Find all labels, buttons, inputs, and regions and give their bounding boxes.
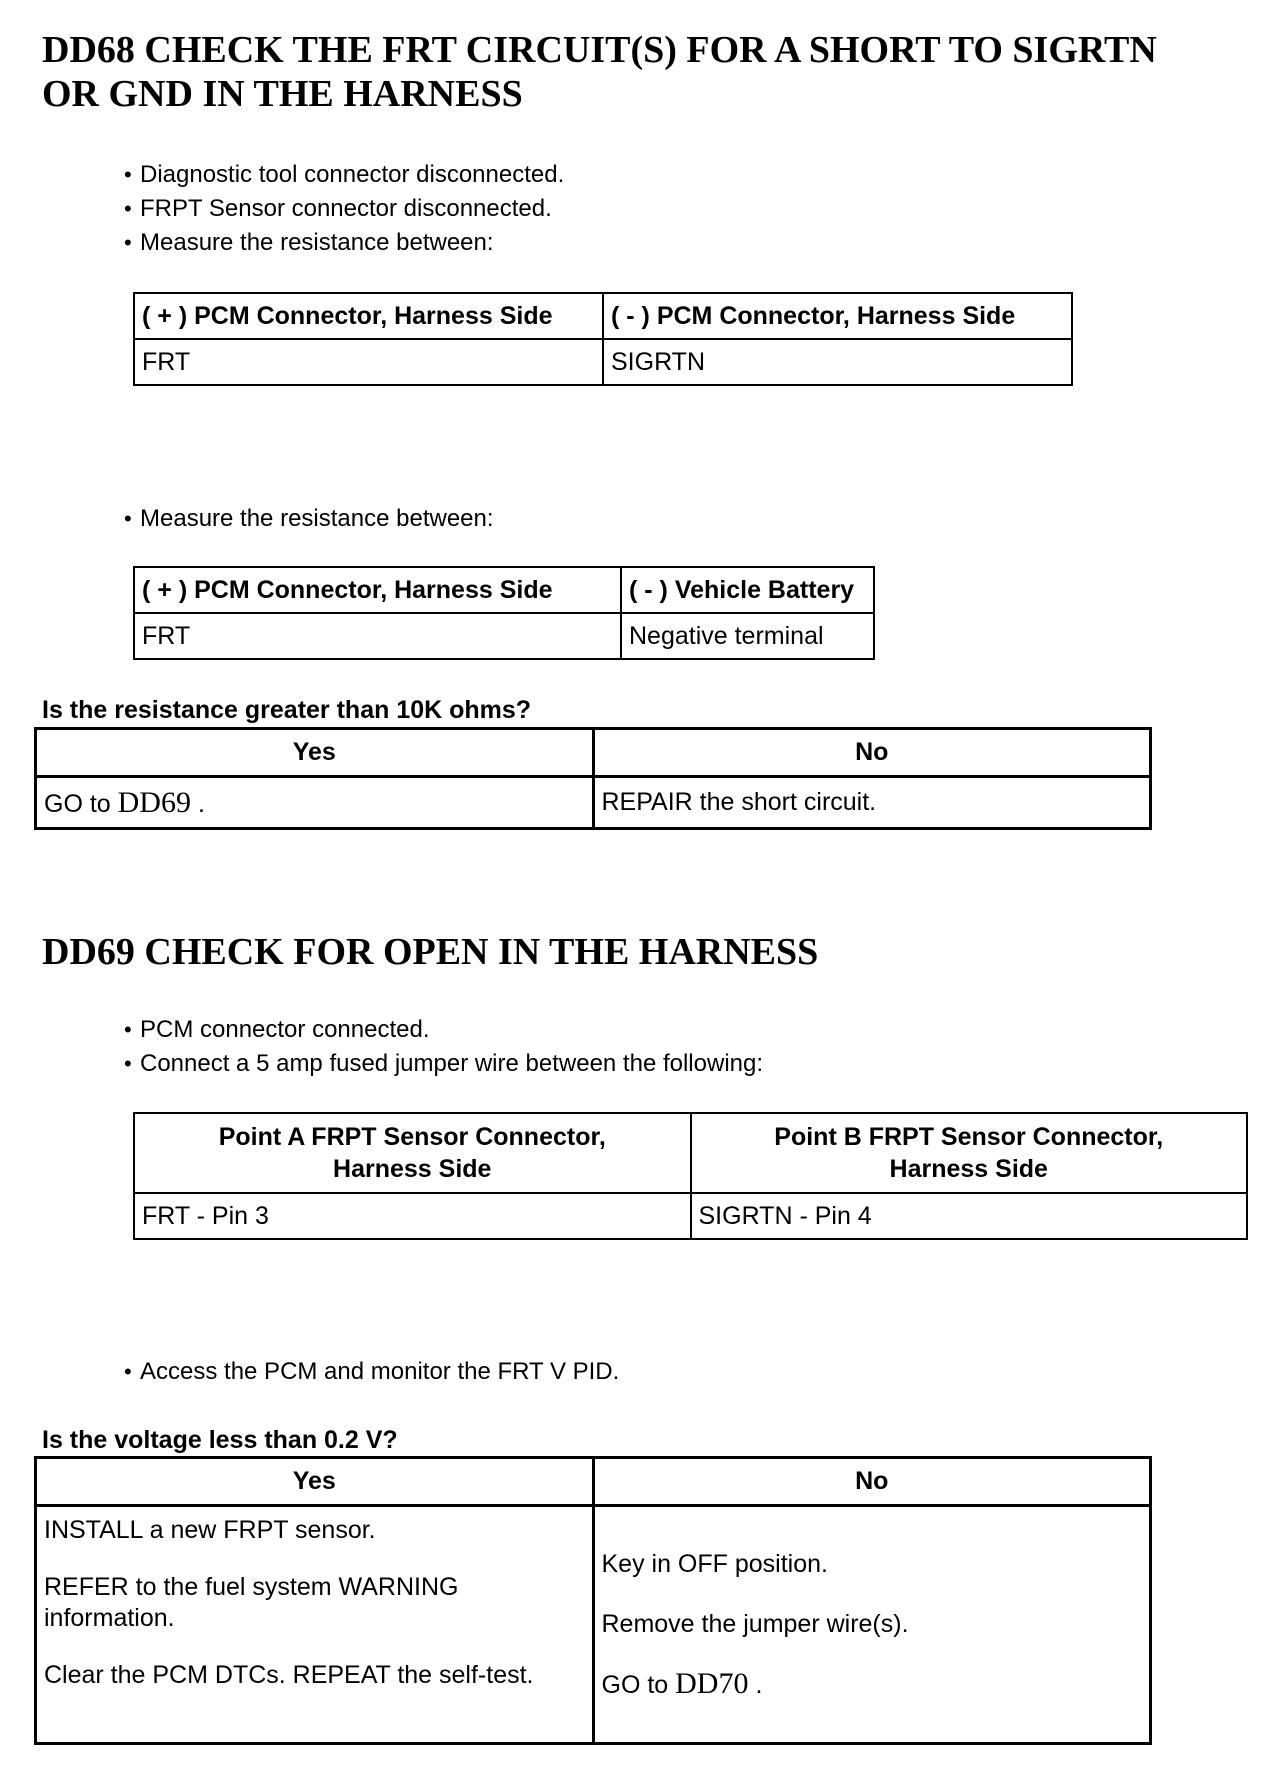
no-cell: REPAIR the short circuit. [593,777,1151,829]
table-header-cell: ( - ) PCM Connector, Harness Side [603,293,1072,339]
table-cell: FRT [134,613,621,659]
table-cell: SIGRTN - Pin 4 [691,1193,1248,1239]
header-a-line2: Harness Side [333,1155,492,1183]
no-header: No [593,1458,1151,1506]
no-line-goto [602,1667,1143,1702]
yes-line: INSTALL a new FRPT sensor. [44,1516,376,1544]
table-header-row [36,1458,1151,1506]
list-item: • PCM connector connected. [124,1013,763,1047]
dd68-title [42,28,1262,116]
dd69-question: Is the voltage less than 0.2 V? [42,1426,398,1454]
table-cell: FRT [134,339,603,385]
yes-header: Yes [36,1458,594,1506]
dd68-answer-table [34,727,1152,830]
table-row [36,777,1151,829]
dd68-bullet-list-2 [124,502,494,536]
go-to-label: GO to [44,789,111,818]
table-header-row [134,567,874,613]
table-header-cell [691,1113,1248,1193]
no-line: Remove the jumper wire(s). [601,1610,909,1638]
table-header-row [36,729,1151,777]
yes-cell [36,1506,594,1744]
table-row [134,1193,1247,1239]
list-item: • FRPT Sensor connector disconnected. [124,192,564,226]
list-item: • Connect a 5 amp fused jumper wire between the following: [124,1047,763,1081]
dd68-title-line1: DD68 CHECK THE FRT CIRCUIT(S) FOR A SHORT TO SIGRTN [42,29,1157,71]
no-line: Key in OFF position. [601,1550,828,1578]
dd69-title: DD69 CHECK FOR OPEN IN THE HARNESS [42,931,819,973]
table-cell: Negative terminal [621,613,874,659]
dd69-answer-table [34,1456,1152,1745]
dd69-bullet-list-2 [124,1355,619,1389]
go-to-label: GO to [601,1671,669,1699]
header-b-line1: Point B FRPT Sensor Connector, [774,1123,1164,1151]
table-row [134,339,1072,385]
dd69-bullet-list [124,1013,763,1081]
yes-line: Clear the PCM DTCs. REPEAT the self-test. [44,1661,534,1689]
dd69-jumper-table [133,1112,1248,1240]
table-header-cell: ( + ) PCM Connector, Harness Side [134,293,603,339]
list-item: • Measure the resistance between: [124,226,564,260]
yes-header: Yes [36,729,594,777]
yes-line: REFER to the fuel system WARNING information. [44,1573,459,1632]
list-item: • Diagnostic tool connector disconnected. [124,158,564,192]
header-a-line1: Point A FRPT Sensor Connector, [218,1123,606,1151]
dd68-resistance-table-2 [133,566,875,660]
header-b-line2: Harness Side [889,1155,1048,1183]
no-header: No [593,729,1151,777]
dd68-bullet-list [124,158,564,260]
go-to-period: . [755,1671,763,1699]
dd69-link[interactable]: DD69 [117,785,191,819]
table-header-row [134,1113,1247,1193]
table-row [134,613,874,659]
dd68-question: Is the resistance greater than 10K ohms? [42,696,532,724]
dd68-resistance-table-1 [133,292,1073,386]
list-item: • Measure the resistance between: [124,502,494,536]
no-cell [593,1506,1151,1744]
dd70-link[interactable]: DD70 [675,1667,749,1700]
go-to-period: . [197,789,205,818]
table-header-cell: ( - ) Vehicle Battery [621,567,874,613]
table-cell: FRT - Pin 3 [134,1193,691,1239]
table-header-row [134,293,1072,339]
table-header-cell: ( + ) PCM Connector, Harness Side [134,567,621,613]
table-cell: SIGRTN [603,339,1072,385]
table-row [36,1506,1151,1744]
list-item: • Access the PCM and monitor the FRT V PID. [124,1355,619,1389]
table-header-cell [134,1113,691,1193]
yes-cell [36,777,594,829]
dd68-title-line2: OR GND IN THE HARNESS [42,73,523,115]
